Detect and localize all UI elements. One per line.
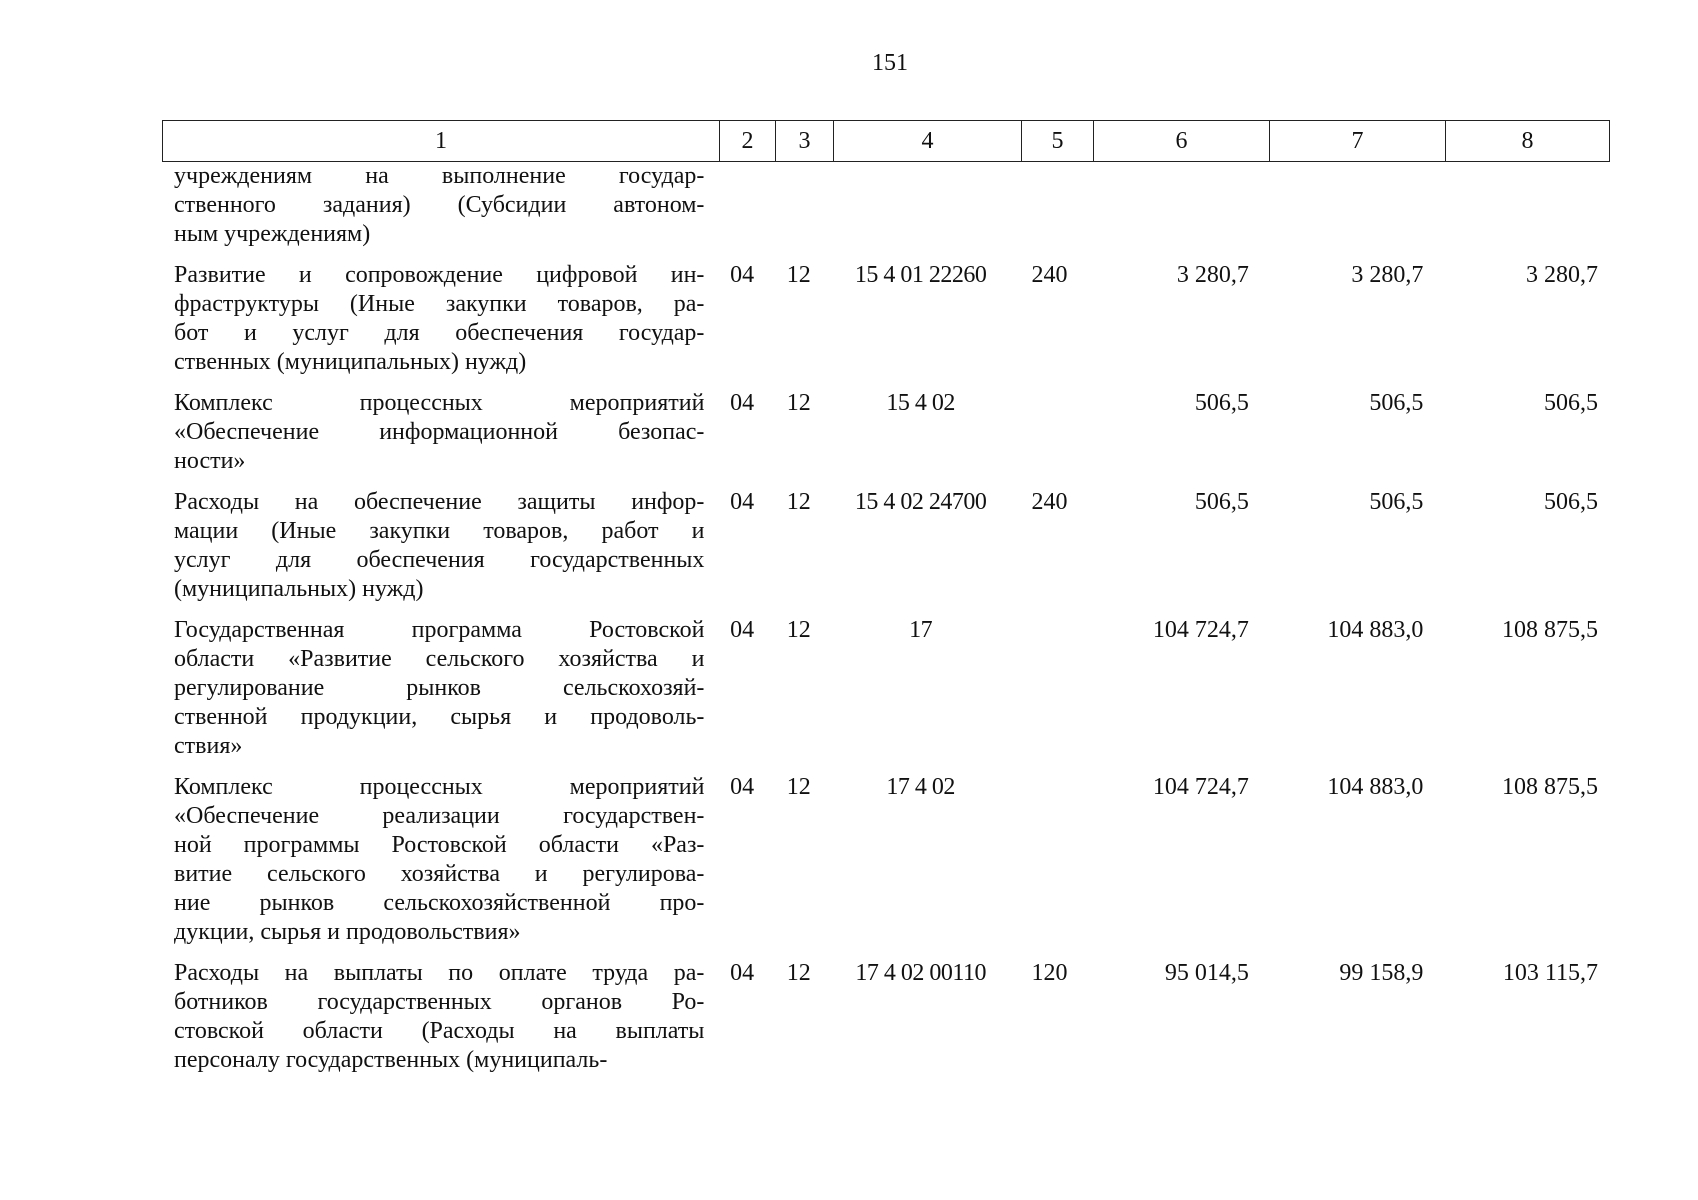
column-header-6: 6 [1094, 121, 1270, 162]
target-article-code: 15 4 02 24700 [854, 489, 987, 515]
target-article-code: 15 4 01 22260 [854, 262, 987, 288]
table-body [162, 162, 1609, 1087]
amount-year-2: 3 280,7 [1351, 262, 1424, 288]
description-line: учреждениям на выполнение государ- [174, 163, 705, 189]
section-code [714, 162, 770, 249]
description-line: ственной продукции, сырья и продоволь- [174, 704, 705, 730]
subsection-code: 12 [786, 617, 811, 643]
row-description [162, 616, 714, 761]
description-line: ние рынков сельскохозяйственной про- [174, 890, 705, 916]
amount-year-2: 99 158,9 [1339, 960, 1424, 986]
description-line: регулирование рынков сельскохозяй- [174, 675, 705, 701]
description-line: ствия» [174, 733, 243, 759]
row-description [162, 162, 714, 249]
description-line: ственного задания) (Субсидии автоном- [174, 192, 705, 218]
amount-year-1: 506,5 [1194, 489, 1249, 515]
column-header-2: 2 [720, 121, 776, 162]
description-line: Комплекс процессных мероприятий [174, 390, 705, 416]
description-line: витие сельского хозяйства и регулирова- [174, 861, 705, 887]
description-line: Расходы на обеспечение защиты инфор- [174, 489, 705, 515]
page-number: 151 [872, 50, 908, 76]
table-row [162, 389, 1609, 476]
description-line: Расходы на выплаты по оплате труда ра- [174, 960, 705, 986]
table-row [162, 261, 1609, 377]
target-article-code: 17 4 02 [886, 774, 955, 800]
description-line: стовской области (Расходы на выплаты [174, 1018, 705, 1044]
table-row [162, 162, 1609, 249]
column-header-1: 1 [163, 121, 720, 162]
expense-type-code [1014, 773, 1085, 947]
description-line: «Обеспечение реализации государствен- [174, 803, 705, 829]
description-line: (муниципальных) нужд) [174, 576, 424, 602]
description-line: «Обеспечение информационной безопас- [174, 419, 705, 445]
description-line: дукции, сырья и продовольствия» [174, 919, 521, 945]
table-row [162, 773, 1609, 947]
row-description [162, 488, 714, 604]
expense-type-code [1014, 162, 1085, 249]
section-code: 04 [730, 774, 755, 800]
table-row [162, 959, 1609, 1075]
subsection-code: 12 [786, 390, 811, 416]
target-article-code: 15 4 02 [886, 390, 955, 416]
expense-type-code: 120 [1031, 960, 1068, 986]
target-article-code: 17 4 02 00110 [855, 960, 986, 986]
amount-year-3: 108 875,5 [1502, 774, 1598, 800]
description-line: ботников государственных органов Ро- [174, 989, 705, 1015]
description-line: ной программы Ростовской области «Раз- [174, 832, 705, 858]
description-line: фраструктуры (Иные закупки товаров, ра- [174, 291, 705, 317]
expense-type-code: 240 [1031, 262, 1068, 288]
section-code: 04 [730, 262, 755, 288]
table-row [162, 488, 1609, 604]
section-code: 04 [730, 489, 755, 515]
description-line: услуг для обеспечения государственных [174, 547, 705, 573]
description-line: бот и услуг для обеспечения государ- [174, 320, 705, 346]
description-line: Комплекс процессных мероприятий [174, 774, 705, 800]
amount-year-3 [1434, 162, 1609, 249]
amount-year-1: 3 280,7 [1176, 262, 1249, 288]
subsection-code: 12 [786, 774, 811, 800]
expense-type-code [1014, 616, 1085, 761]
column-header-table [162, 120, 1610, 162]
amount-year-1 [1085, 162, 1260, 249]
expense-type-code [1014, 389, 1085, 476]
section-code: 04 [730, 390, 755, 416]
row-description [162, 261, 714, 377]
description-line: ным учреждениям) [174, 221, 371, 247]
amount-year-3: 108 875,5 [1502, 617, 1598, 643]
description-line: ственных (муниципальных) нужд) [174, 349, 527, 375]
amount-year-2 [1260, 162, 1435, 249]
section-code: 04 [730, 960, 755, 986]
amount-year-3: 3 280,7 [1526, 262, 1598, 288]
subsection-code: 12 [786, 960, 811, 986]
column-header-row [163, 121, 1610, 162]
description-line: ности» [174, 448, 246, 474]
amount-year-2: 506,5 [1369, 390, 1424, 416]
subsection-code [770, 162, 828, 249]
description-line: персоналу государственных (муниципаль- [174, 1047, 608, 1073]
amount-year-2: 104 883,0 [1327, 774, 1424, 800]
target-article-code [827, 162, 1013, 249]
description-line: мации (Иные закупки товаров, работ и [174, 518, 705, 544]
column-header-3: 3 [776, 121, 834, 162]
description-line: Развитие и сопровождение цифровой ин- [174, 262, 705, 288]
amount-year-2: 506,5 [1369, 489, 1424, 515]
column-header-5: 5 [1022, 121, 1094, 162]
amount-year-2: 104 883,0 [1327, 617, 1424, 643]
column-header-7: 7 [1270, 121, 1446, 162]
column-header-4: 4 [834, 121, 1022, 162]
description-line: области «Развитие сельского хозяйства и [174, 646, 705, 672]
target-article-code: 17 [909, 617, 933, 643]
subsection-code: 12 [786, 489, 811, 515]
amount-year-3: 506,5 [1544, 390, 1598, 416]
description-line: Государственная программа Ростовской [174, 617, 705, 643]
column-header-8: 8 [1446, 121, 1610, 162]
expense-type-code: 240 [1031, 489, 1068, 515]
amount-year-1: 506,5 [1194, 390, 1249, 416]
amount-year-3: 506,5 [1544, 489, 1598, 515]
row-description [162, 389, 714, 476]
amount-year-1: 104 724,7 [1152, 617, 1249, 643]
row-description [162, 773, 714, 947]
amount-year-1: 95 014,5 [1164, 960, 1249, 986]
row-description [162, 959, 714, 1075]
section-code: 04 [730, 617, 755, 643]
subsection-code: 12 [786, 262, 811, 288]
table-row [162, 616, 1609, 761]
amount-year-3: 103 115,7 [1502, 960, 1598, 986]
amount-year-1: 104 724,7 [1152, 774, 1249, 800]
